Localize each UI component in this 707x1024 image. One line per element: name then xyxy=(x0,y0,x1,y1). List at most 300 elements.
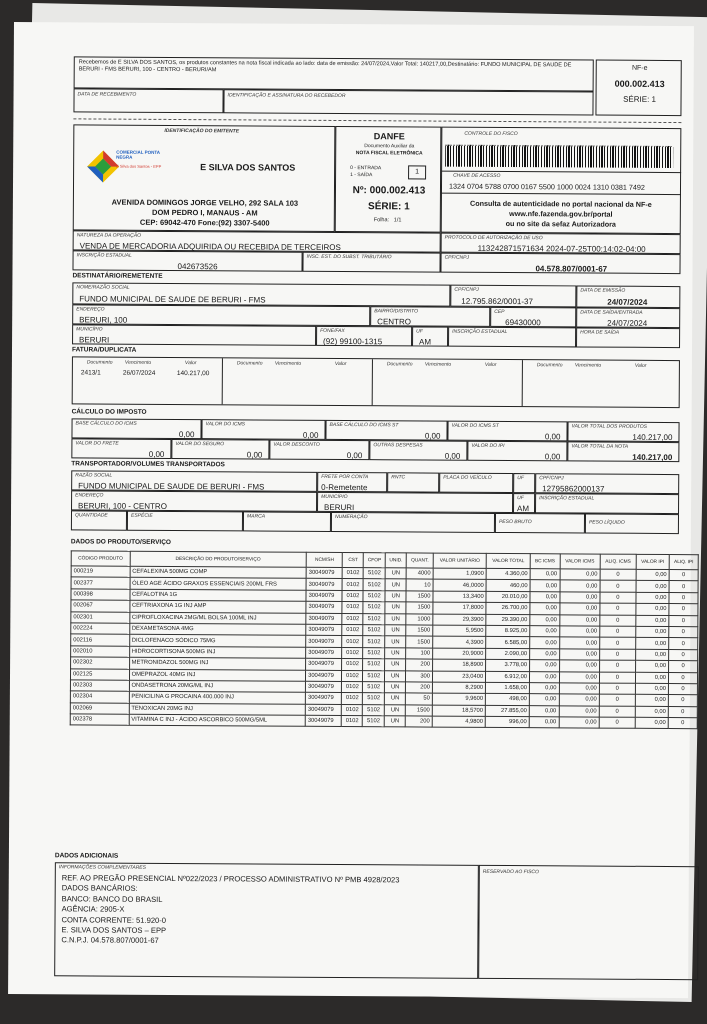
table-cell: HIDROCORTISONA 500MG INJ xyxy=(129,646,306,658)
emitente-cnpj-label: CPF/CNPJ xyxy=(444,254,470,261)
table-cell: 30049079 xyxy=(306,590,342,602)
transp-cnpj-box xyxy=(535,473,679,494)
table-cell: 0,00 xyxy=(559,706,599,718)
danfe-folha-label: Folha: xyxy=(373,217,390,224)
dest-bairro-label: BAIRRO/DISTRITO xyxy=(374,308,419,315)
dest-uf-label: UF xyxy=(416,328,423,335)
table-cell: 002067 xyxy=(71,600,130,612)
dest-cep: 69430000 xyxy=(505,318,541,328)
table-cell: 0 xyxy=(669,615,698,627)
table-cell: 0,00 xyxy=(559,614,599,626)
table-cell: 30049079 xyxy=(305,704,341,716)
total-produtos-label: VALOR TOTAL DOS PRODUTOS xyxy=(571,423,648,430)
valor-icms-box xyxy=(201,419,325,440)
table-cell: 0,00 xyxy=(530,591,560,603)
base-icms: 0,00 xyxy=(178,430,195,440)
ipi-label: VALOR DO IPI xyxy=(471,442,505,450)
natureza-box xyxy=(73,230,441,252)
info-complementares-text xyxy=(61,873,399,948)
transp-municipio: BERURI xyxy=(324,502,355,513)
produtos-header-cell: ALIQ. ICMS xyxy=(600,554,636,569)
data-recebimento-box xyxy=(73,88,223,113)
ipi-box xyxy=(467,441,567,462)
table-cell: 0,00 xyxy=(559,683,599,695)
table-cell: 0 xyxy=(669,649,698,661)
table-cell: 30049079 xyxy=(306,624,342,636)
table-cell: 0102 xyxy=(342,602,363,614)
table-cell: 200 xyxy=(406,682,433,694)
info-line: BANCO: BANCO DO BRASIL xyxy=(61,894,163,904)
consulta-line2: www.nfe.fazenda.gov.br/portal xyxy=(509,209,613,219)
dest-cep-box xyxy=(490,307,576,328)
table-cell: 5102 xyxy=(363,682,385,694)
transportador-section: TRANSPORTADOR/VOLUMES TRANSPORTADOS xyxy=(71,460,225,469)
table-cell: 0,00 xyxy=(559,626,599,638)
canhoto-nfe-box xyxy=(595,60,681,117)
transp-ie-box xyxy=(535,493,679,514)
table-cell: 5102 xyxy=(364,579,386,591)
table-cell: 0,00 xyxy=(530,603,560,615)
table-cell: 0 xyxy=(599,717,635,729)
dest-uf: AM xyxy=(419,337,432,347)
table-cell: 5102 xyxy=(363,670,385,682)
table-cell: 5102 xyxy=(363,704,385,716)
dest-ie-box xyxy=(448,327,576,348)
info-line: E. SILVA DOS SANTOS – EPP xyxy=(61,925,167,935)
dest-emissao-label: DATA DE EMISSÃO xyxy=(580,287,626,294)
table-cell: 0 xyxy=(669,604,698,616)
logo-diamond-icon xyxy=(86,149,120,183)
table-cell: 0,00 xyxy=(530,648,560,660)
table-cell: 0 xyxy=(600,603,636,615)
protocolo-box xyxy=(441,233,681,254)
canhoto-nfe-label: NF-e xyxy=(631,64,648,72)
table-cell: 0,00 xyxy=(636,626,669,638)
table-cell: 0,00 xyxy=(636,569,669,581)
table-cell: 0,00 xyxy=(559,603,599,615)
table-cell: UN xyxy=(385,625,406,637)
transp-endereco-box xyxy=(71,490,317,512)
table-cell: 30049079 xyxy=(306,670,342,682)
table-cell: 0,00 xyxy=(635,660,668,672)
table-cell: 0,00 xyxy=(559,671,599,683)
frete-label: VALOR DO FRETE xyxy=(75,440,119,447)
transp-endereco-label: ENDEREÇO xyxy=(75,492,104,499)
table-cell: 0102 xyxy=(342,716,363,728)
table-cell: 0 xyxy=(668,706,697,718)
danfe-subtitle1: Documento Auxiliar da xyxy=(364,143,415,150)
seguro-box xyxy=(171,439,269,460)
desconto-box xyxy=(269,440,369,461)
table-cell: 30049079 xyxy=(306,567,342,579)
table-cell: 0 xyxy=(599,706,635,718)
table-cell: 29.390,00 xyxy=(486,614,530,626)
table-cell: UN xyxy=(384,716,405,728)
reservado-fisco-label: RESERVADO AO FISCO xyxy=(482,868,539,876)
table-cell: 0 xyxy=(600,580,636,592)
table-cell: 0102 xyxy=(342,568,363,580)
table-cell: 0 xyxy=(669,570,698,582)
transp-uf2-label: UF xyxy=(517,495,524,502)
ie-value: 042673526 xyxy=(177,262,218,272)
total-produtos: 140.217,00 xyxy=(632,432,673,443)
table-cell: 23,0400 xyxy=(432,671,485,683)
produtos-table-body xyxy=(70,566,698,729)
table-cell: 0,00 xyxy=(559,660,599,672)
protocolo-label: PROTOCOLO DE AUTORIZAÇÃO DE USO xyxy=(444,234,543,242)
fatura-item xyxy=(73,357,223,404)
ie-box xyxy=(72,250,302,271)
dest-nome-label: NOME/RAZÃO SOCIAL xyxy=(76,284,130,291)
table-cell: 8.925,00 xyxy=(486,625,530,637)
table-cell: 0,00 xyxy=(635,695,668,707)
outras: 0,00 xyxy=(444,451,461,461)
dest-endereco: BERURI, 100 xyxy=(79,315,128,325)
table-cell: 18,8900 xyxy=(433,659,486,671)
table-cell: 002069 xyxy=(70,703,129,715)
outras-label: OUTRAS DESPESAS xyxy=(373,442,423,449)
ie-label: INSCRIÇÃO ESTADUAL xyxy=(76,252,132,259)
table-cell: 1500 xyxy=(406,591,433,603)
valor-st-box xyxy=(447,421,567,442)
transp-especie-box xyxy=(127,511,243,532)
transp-municipio-box xyxy=(317,492,513,513)
danfe-entrada: 0 - ENTRADA xyxy=(350,165,382,172)
fatura-valor-label-3: Valor xyxy=(484,361,497,368)
transp-peso-bruto-box xyxy=(495,513,585,534)
table-cell: 0,00 xyxy=(530,637,560,649)
emitente-address3: CEP: 69042-470 Fone:(92) 3307-5400 xyxy=(139,217,270,228)
table-cell: 0 xyxy=(600,626,636,638)
table-cell: 0 xyxy=(668,683,697,695)
table-cell: 1.658,00 xyxy=(486,682,530,694)
table-cell: 2.090,00 xyxy=(486,648,530,660)
table-cell: UN xyxy=(385,659,406,671)
table-cell: 10 xyxy=(406,579,433,591)
fatura-empty-4 xyxy=(523,360,679,407)
table-cell: CEFALEXINA 500MG COMP xyxy=(130,566,307,578)
transp-qtd-label: QUANTIDADE xyxy=(74,512,108,519)
total-nota: 140.217,00 xyxy=(632,452,673,463)
destinatario-section: DESTINATÁRIO/REMETENTE xyxy=(72,272,163,280)
controle-label: CONTROLE DO FISCO xyxy=(464,130,518,138)
info-complementares-box xyxy=(54,862,479,979)
valor-icms: 0,00 xyxy=(302,430,319,440)
table-cell: 0,00 xyxy=(530,626,560,638)
table-cell: 0102 xyxy=(342,681,363,693)
transp-razao-label: RAZÃO SOCIAL xyxy=(75,472,113,479)
table-cell: 5102 xyxy=(363,693,385,705)
total-produtos-box xyxy=(567,421,679,442)
table-cell: 000219 xyxy=(71,566,130,578)
table-cell: 0,00 xyxy=(635,683,668,695)
danfe-title: DANFE xyxy=(373,131,405,142)
table-row xyxy=(70,714,697,729)
table-cell: 0102 xyxy=(342,624,363,636)
fatura-doc-label: Documento xyxy=(86,359,113,366)
table-cell: 002125 xyxy=(70,668,129,680)
fatura-section: FATURA/DUPLICATA xyxy=(71,346,137,354)
table-cell: OMEPRAZOL 40MG INJ xyxy=(129,669,306,681)
transp-peso-bruto-label: PESO BRUTO xyxy=(498,518,532,526)
danfe-tipo: 1 xyxy=(408,165,426,179)
dest-hora-box xyxy=(576,327,680,348)
chave-acesso: 1324 0704 5788 0700 0167 5500 1000 0024 1310 0381 7492 xyxy=(448,181,645,192)
table-cell: 002302 xyxy=(71,657,130,669)
fatura-venc-label-4: Vencimento xyxy=(574,362,602,369)
table-cell: 0,00 xyxy=(529,694,559,706)
produtos-header-cell: CFOP xyxy=(364,553,386,568)
fatura-box xyxy=(72,356,680,408)
produtos-table xyxy=(70,550,699,729)
table-cell: 0,00 xyxy=(635,717,668,729)
imposto-section: CÁLCULO DO IMPOSTO xyxy=(71,408,147,416)
total-nota-label: VALOR TOTAL DA NOTA xyxy=(571,443,629,450)
table-cell: 1,0900 xyxy=(433,568,486,580)
frete-box xyxy=(71,438,171,459)
dest-saida-label: DATA DE SAÍDA/ENTRADA xyxy=(580,309,643,316)
table-cell: UN xyxy=(385,613,406,625)
table-cell: 30049079 xyxy=(306,601,342,613)
dest-bairro-box xyxy=(370,306,490,327)
table-cell: VITAMINA C INJ - ÁCIDO ASCORBICO 500MG/5ML xyxy=(129,714,306,726)
fatura-doc-label-4: Documento xyxy=(536,362,563,369)
table-cell: 0102 xyxy=(342,636,363,648)
transp-peso-liquido-box xyxy=(585,513,679,534)
table-cell: 5102 xyxy=(363,716,385,728)
table-cell: 100 xyxy=(406,648,433,660)
table-cell: 30049079 xyxy=(306,658,342,670)
produtos-header-cell: CST xyxy=(343,553,364,568)
table-cell: 0 xyxy=(600,615,636,627)
emitente-name: E SILVA DOS SANTOS xyxy=(200,162,296,173)
frete: 0,00 xyxy=(148,449,165,459)
table-cell: 8,2900 xyxy=(432,682,485,694)
fatura-empty-3 xyxy=(373,359,523,406)
table-cell: 29,3900 xyxy=(433,614,486,626)
barcode xyxy=(445,145,673,168)
dest-nome-box xyxy=(72,282,450,306)
table-cell: 0 xyxy=(599,672,635,684)
table-cell: 0,00 xyxy=(636,592,669,604)
dest-fone-label: FONE/FAX xyxy=(320,327,345,335)
table-cell: 30049079 xyxy=(306,636,342,648)
table-cell: 0,00 xyxy=(559,649,599,661)
table-cell: 4,9800 xyxy=(432,716,485,728)
fatura-vencimento: 26/07/2024 xyxy=(122,369,156,377)
table-cell: 0,00 xyxy=(559,694,599,706)
produtos-header-cell: VALOR TOTAL xyxy=(486,553,530,568)
dest-emissao: 24/07/2024 xyxy=(607,297,648,307)
table-cell: 0,00 xyxy=(560,580,600,592)
danfe-box xyxy=(335,126,442,233)
base-st-label: BASE CÁLCULO DO ICMS ST xyxy=(329,421,399,429)
table-cell: 5102 xyxy=(363,613,385,625)
fatura-valor-label: Valor xyxy=(184,360,197,367)
ie-st-label: INSC. EST. DO SUBST. TRIBUTÁRIO xyxy=(306,253,392,261)
transp-placa-label: PLACA DO VEÍCULO xyxy=(443,474,492,481)
emitente-address1: AVENIDA DOMINGOS JORGE VELHO, 292 SALA 103 xyxy=(111,197,299,208)
dest-nome: FUNDO MUNICIPAL DE SAUDE DE BERURI - FMS xyxy=(79,294,266,305)
table-cell: DEXAMETASONA 4MG xyxy=(129,623,306,635)
table-cell: UN xyxy=(385,568,406,580)
fatura-doc-label-3: Documento xyxy=(386,361,413,368)
table-cell: 0102 xyxy=(342,590,363,602)
fatura-venc-label: Vencimento xyxy=(124,359,152,366)
table-cell: UN xyxy=(384,693,405,705)
table-cell: 9,9600 xyxy=(432,693,485,705)
dest-municipio-box xyxy=(72,324,316,345)
base-st-box xyxy=(325,420,447,441)
fatura-doc-label-2: Documento xyxy=(236,360,263,367)
dest-municipio: BERURI xyxy=(79,335,110,345)
info-line: REF. AO PREGÃO PRESENCIAL Nº022/2023 / PROCESSO ADMINISTRATIVO Nº PMB 4928/2023 xyxy=(61,873,400,885)
table-cell: 0,00 xyxy=(636,638,669,650)
assinatura-box xyxy=(223,89,593,115)
table-cell: 0 xyxy=(669,592,698,604)
produtos-header-cell: UNID. xyxy=(385,553,406,568)
dest-bairro: CENTRO xyxy=(377,317,411,327)
table-cell: 5102 xyxy=(363,602,385,614)
danfe-saida: 1 - SAÍDA xyxy=(350,172,373,179)
transp-endereco: BERURI, 100 - CENTRO xyxy=(78,501,167,511)
adicionais-section: DADOS ADICIONAIS xyxy=(54,852,119,860)
dest-uf-box xyxy=(412,326,448,346)
fatura-venc-label-2: Vencimento xyxy=(274,360,302,367)
ie-st-box xyxy=(302,252,440,273)
produtos-header-cell: VALOR ICMS xyxy=(560,554,600,569)
table-cell: 5102 xyxy=(364,568,386,580)
danfe-subtitle2: NOTA FISCAL ELETRÔNICA xyxy=(355,150,423,157)
table-cell: 0,00 xyxy=(636,615,669,627)
natureza-label: NATUREZA DA OPERAÇÃO xyxy=(76,232,141,239)
table-cell: 002116 xyxy=(71,634,130,646)
table-cell: 46,0000 xyxy=(433,579,486,591)
table-cell: 5102 xyxy=(363,590,385,602)
transp-numeracao-box xyxy=(331,512,495,533)
valor-st-label: VALOR DO ICMS ST xyxy=(451,422,499,429)
emitente-box xyxy=(73,124,336,232)
table-cell: 0 xyxy=(669,638,698,650)
emitente-logo xyxy=(86,139,162,189)
table-cell: 26.700,00 xyxy=(486,603,530,615)
info-line: CONTA CORRENTE: 51.920-0 xyxy=(61,914,167,925)
transp-placa-box xyxy=(439,473,513,493)
table-cell: 5102 xyxy=(363,647,385,659)
table-cell: 000398 xyxy=(71,589,130,601)
assinatura-label: IDENTIFICAÇÃO E ASSINATURA DO RECEBEDOR xyxy=(227,92,346,100)
table-cell: 20,9000 xyxy=(433,648,486,660)
dest-cep-label: CEP xyxy=(494,308,505,316)
total-nota-box xyxy=(567,441,679,462)
fatura-empty-2 xyxy=(223,358,373,405)
danfe-folha: 1/1 xyxy=(393,217,402,224)
table-cell: 0,00 xyxy=(530,660,560,672)
transp-razao: FUNDO MUNICIPAL DE SAUDE DE BERURI - FMS xyxy=(78,481,265,492)
consulta-line1: Consulta de autenticidade no portal nacional da NF-e xyxy=(470,198,652,209)
table-cell: 460,00 xyxy=(486,580,530,592)
logo-text: COMERCIAL PONTA NEGRA xyxy=(116,149,160,160)
table-cell: 0 xyxy=(600,569,636,581)
dest-fone: (92) 99100-1315 xyxy=(323,336,383,347)
table-cell: UN xyxy=(384,704,405,716)
danfe-document xyxy=(8,22,694,998)
cut-line xyxy=(73,118,681,123)
table-cell: 5102 xyxy=(363,625,385,637)
table-cell: 1500 xyxy=(406,625,433,637)
dest-municipio-label: MUNICÍPIO xyxy=(76,326,103,333)
transp-frete-label: FRETE POR CONTA xyxy=(321,473,369,481)
table-cell: UN xyxy=(385,670,406,682)
table-cell: 0 xyxy=(668,718,697,730)
table-cell: 4000 xyxy=(406,568,433,580)
table-cell: ONDASETRONA 20MG/ML INJ xyxy=(129,680,306,692)
table-cell: 498,00 xyxy=(486,694,530,706)
table-cell: 0 xyxy=(599,660,635,672)
valor-st: 0,00 xyxy=(544,432,561,442)
dest-cnpj-label: CPF/CNPJ xyxy=(454,286,479,293)
transp-ie-label: INSCRIÇÃO ESTADUAL xyxy=(539,495,595,502)
table-cell: 0,00 xyxy=(530,569,560,581)
transp-razao-box xyxy=(71,470,317,492)
transp-peso-liquido-label: PESO LÍQUIDO xyxy=(588,519,625,526)
table-cell: 1500 xyxy=(406,636,433,648)
table-cell: 0 xyxy=(669,672,698,684)
table-cell: 1000 xyxy=(406,613,433,625)
table-cell: 0102 xyxy=(342,704,363,716)
emitente-cnpj: 04.578.807/0001-67 xyxy=(535,264,608,274)
table-cell: 27.855,00 xyxy=(485,705,529,717)
table-cell: 20.010,00 xyxy=(486,591,530,603)
dest-cnpj: 12.795.862/0001-37 xyxy=(461,296,533,307)
transp-numeracao-label: NUMERAÇÃO xyxy=(334,513,368,521)
table-cell: 0,00 xyxy=(530,580,560,592)
canhoto-text-box xyxy=(74,56,594,91)
dest-emissao-box xyxy=(576,285,680,308)
outras-box xyxy=(369,440,467,461)
table-cell: 6.585,00 xyxy=(486,637,530,649)
fatura-documento: 2413/1 xyxy=(80,369,101,377)
table-cell: 0102 xyxy=(342,647,363,659)
table-cell: 30049079 xyxy=(306,681,342,693)
canhoto-serie: SÉRIE: 1 xyxy=(623,94,657,104)
table-cell: 0102 xyxy=(342,693,363,705)
table-cell: 0 xyxy=(600,592,636,604)
fatura-valor: 140.217,00 xyxy=(176,370,210,378)
transp-uf2-box xyxy=(513,493,535,513)
transp-cnpj: 12795862000137 xyxy=(542,484,605,494)
table-cell: 4.360,00 xyxy=(486,568,530,580)
table-cell: 5,9500 xyxy=(433,625,486,637)
table-cell: 0102 xyxy=(342,670,363,682)
table-cell: 1500 xyxy=(406,602,433,614)
transp-frete-box xyxy=(317,472,387,492)
table-cell: TENOXICAN 20MG INJ xyxy=(129,703,306,715)
danfe-numero: Nº: 000.002.413 xyxy=(352,185,426,197)
transp-qtd-box xyxy=(71,510,127,530)
base-icms-label: BASE CÁLCULO DO ICMS xyxy=(75,420,137,427)
produtos-header-cell: CÓDIGO PRODUTO xyxy=(71,551,130,566)
table-cell: 6.912,00 xyxy=(486,671,530,683)
table-cell: 1500 xyxy=(406,705,433,717)
chave-label: CHAVE DE ACESSO xyxy=(453,172,501,179)
table-cell: UN xyxy=(385,591,406,603)
dest-saida-box xyxy=(576,307,680,328)
transp-marca-label: MARCA xyxy=(246,513,266,520)
consulta-line3: ou no site da sefaz Autorizadora xyxy=(505,219,616,229)
emitente-address2: DOM PEDRO I, MANAUS - AM xyxy=(152,207,258,218)
transp-uf-label: UF xyxy=(517,475,524,482)
